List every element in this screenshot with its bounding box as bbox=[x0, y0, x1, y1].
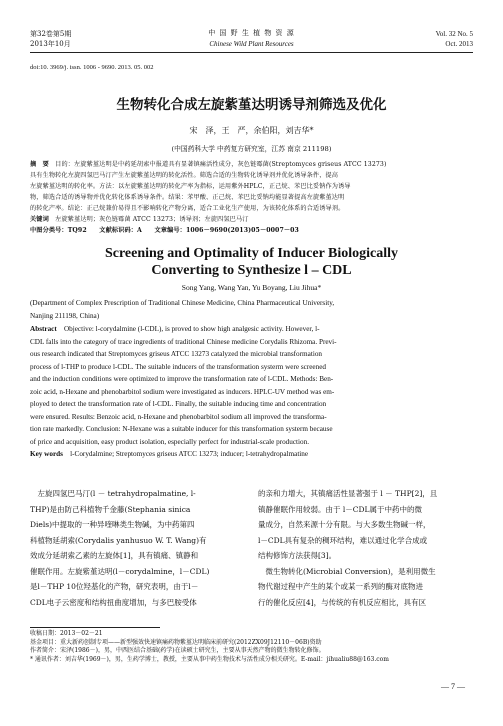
authors-cn: 宋 泽，王 严，余伯阳，刘吉华* bbox=[189, 126, 314, 135]
abstract-en-line: of price and acquisition, easy product isolation, especially perfect for industrial-scale production. bbox=[30, 437, 310, 446]
footnote-author-bio: 作者简介：宋泽(1986－)，男，中西医结合基础(药学)在读硕士研究生，主要从事天然产物的微生物转化修饰。 bbox=[30, 647, 325, 655]
body-line: 量成分，自然来源十分有限。与大多数生物碱一样， bbox=[258, 520, 431, 529]
header-rule bbox=[30, 52, 473, 53]
abstract-en-line: were ensured. Results: Benzoic acid, n-Hexane and phenobarbitol sodium all improved the transforma- bbox=[30, 412, 327, 421]
affiliation-en-line2: Nanjing 211198, China) bbox=[30, 311, 100, 320]
affiliation-en-line1: (Department of Complex Prescription of Traditional Chinese Medicine, China Pharmaceutical University, bbox=[30, 299, 335, 307]
footnote-funding: 基金项目：重大新药创制专项——新型强效快速镇痛药物紫堇达明临床前研究(2012ZX09J12110－06B)资助 bbox=[30, 638, 322, 646]
authors-en: Song Yang, Wang Yan, Yu Boyang, Liu Jihua* bbox=[181, 283, 322, 292]
abstract-cn-line: 物，筛选合适的诱导物并优化转化体系诱导条件。结果：苯甲酸、正己烷、苯巴比妥钠均能显著提高左旋紫堇达明 bbox=[30, 194, 345, 201]
keywords-cn: 左旋紫堇达明；灰色链霉菌 ATCC 13273；诱导剂；左旋四氢巴马汀 bbox=[55, 216, 249, 223]
abstract-en-line: Objective: l-corydalmine (l-CDL), is proved to show high analgesic activity. However, l- bbox=[63, 325, 320, 333]
keywords-en: l-Corydalmine; Streptomyces griseus ATCC 13273; inducer; l-tetrahydropalmatine bbox=[70, 450, 309, 458]
body-line: 效成分延胡索乙素的左旋体[1]，具有镇痛、镇静和 bbox=[30, 551, 199, 560]
journal-date-en: Oct. 2013 bbox=[445, 40, 473, 48]
journal-name-en: Chinese Wild Plant Resources bbox=[209, 40, 294, 48]
classification-cn: 中图分类号：TQ92 文献标识码：A 文章编号：1006－9690(2013)05－0007－03 bbox=[30, 227, 299, 234]
page-title-en-line1: Screening and Optimality of Inducer Biologically bbox=[104, 246, 399, 261]
page-number: — 7 — bbox=[441, 682, 465, 691]
body-line: 镇静催眠作用较弱。由于 l－CDL属于中药中的微 bbox=[258, 504, 423, 514]
journal-name-cn: 中 国 野 生 植 物 资 源 bbox=[208, 29, 295, 37]
affiliation-en bbox=[30, 297, 473, 322]
abstract-en-line: process of l-THP to produce l-CDL. The suitable inducers of the transformation systerm were screened bbox=[30, 362, 326, 371]
abstract-cn-line: 的转化产率。结论：正己烷兼价易得且不影响转化产物分离，适合工业化生产使用，为该转化体系的合适诱导剂。 bbox=[30, 205, 345, 212]
body-line: 物代谢过程中产生的某个或某一系列的酶对底物进 bbox=[258, 582, 423, 591]
body-right-column bbox=[258, 486, 473, 610]
affiliation-cn: (中国药科大学 中药复方研究室，江苏 南京 211198) bbox=[171, 145, 332, 153]
body-line: 左旋四氢巴马汀(l － tetrahydropalmatine, l- bbox=[30, 489, 196, 498]
journal-volume: 第32卷第5期 bbox=[30, 30, 72, 38]
page-title-en-line2: Converting to Synthesize l – CDL bbox=[151, 263, 352, 278]
body-line: 的亲和力增大，其镇痛活性显著强于 l － THP[2]，且 bbox=[258, 489, 438, 498]
body-line: CDL电子云密度和结构扭曲度增加，与多巴胺受体 bbox=[30, 597, 197, 607]
abstract-en-line: ous research indicated that Streptomyces griseus ATCC 13273 catalyzed the microbial transformation bbox=[30, 350, 323, 358]
body-line: 结构修饰方法获得[3]。 bbox=[258, 551, 337, 560]
journal-volume-en: Vol. 32 No. 5 bbox=[435, 30, 473, 38]
abstract-en-line: ployed to detect the transformation rate of l-CDL. Finally, the suitable inducing time and concentration bbox=[30, 400, 327, 408]
keywords-cn-label: 关键词 bbox=[30, 216, 49, 223]
body-line: l－CDL具有复杂的稠环结构，难以通过化学合成或 bbox=[258, 535, 428, 545]
abstract-en-line: zoic acid, n-Hexane and phenobarbitol sodium were investigated as inducers. HPLC-UV method was em- bbox=[30, 387, 335, 396]
abstract-en-line: CDL falls into the category of trace ingredients of traditional Chinese medicine Corydalis Rhizoma. Previ- bbox=[30, 337, 337, 346]
journal-date: 2013年10月 bbox=[30, 40, 71, 48]
body-line: 是l－THP 10位羟基化的产物，研究表明，由于l－ bbox=[30, 582, 199, 591]
body-line: 科植物延胡索(Corydalis yanhusuo W. T. Wang)有 bbox=[30, 535, 207, 545]
body-line: 行的催化反应[4]，与传统的有机反应相比，具有区 bbox=[258, 597, 427, 607]
page-title-cn: 生物转化合成左旋紫堇达明诱导剂筛选及优化 bbox=[116, 97, 387, 113]
abstract-en-line: and the induction conditions were optimized to improve the transformation rate of l-CDL. Methods: Ben- bbox=[30, 375, 334, 383]
abstract-cn-line: 具有生物转化左旋四氢巴马汀产生左旋紫堇达明的转化活性。筛选合适的生物转化诱导剂并优化诱导条件，提高 bbox=[30, 172, 339, 179]
footnote-rule bbox=[30, 627, 160, 628]
footnotes bbox=[30, 630, 473, 664]
keywords-en-label: Key words bbox=[30, 450, 63, 458]
body-left-column bbox=[30, 486, 244, 610]
abstract-en bbox=[30, 323, 473, 461]
body-line: 微生物转化(Microbial Conversion)，是利用微生 bbox=[258, 566, 436, 576]
abstract-cn-line: 左旋紫堇达明的转化率。方法：以左旋紫堇达明的转化产率为指标，运用紫外HPLC，正己烷、苯巴比妥钠作为诱导 bbox=[30, 183, 351, 190]
abstract-cn bbox=[30, 159, 473, 236]
footnote-received: 收稿日期：2013－02－21 bbox=[30, 630, 103, 637]
body-line: THP)是由防己科植物千金藤(Stephania sinica bbox=[30, 504, 191, 514]
doi: doi:10. 3969/j. issn. 1006 - 9690. 2013. 05. 002 bbox=[30, 64, 154, 71]
abstract-en-line: tion rate markedly. Conclusion: N-Hexane was a suitable inducer for this transformation systerm because bbox=[30, 425, 333, 433]
abstract-cn-line: 目的：左旋紫堇达明是中药延胡索中报道具有显著镇痛活性成分，灰色链霉菌(Streptomyces griseus ATCC 13273) bbox=[55, 161, 387, 168]
abstract-en-label: Abstract bbox=[30, 325, 57, 333]
abstract-cn-label: 摘 要 bbox=[30, 161, 49, 168]
footnote-corresponding: * 通讯作者：刘吉华(1969－)，男，生药学博士，教授，主要从事中药生物技术与活性成分相关研究。E-mail：jihualiu88@163.com bbox=[30, 655, 389, 663]
body-line: Diels)中提取的一种异喹啉类生物碱，为中药第四 bbox=[30, 520, 195, 529]
body-line: 催眠作用。左旋紫堇达明(l－corydalmine，l－CDL) bbox=[30, 566, 210, 576]
